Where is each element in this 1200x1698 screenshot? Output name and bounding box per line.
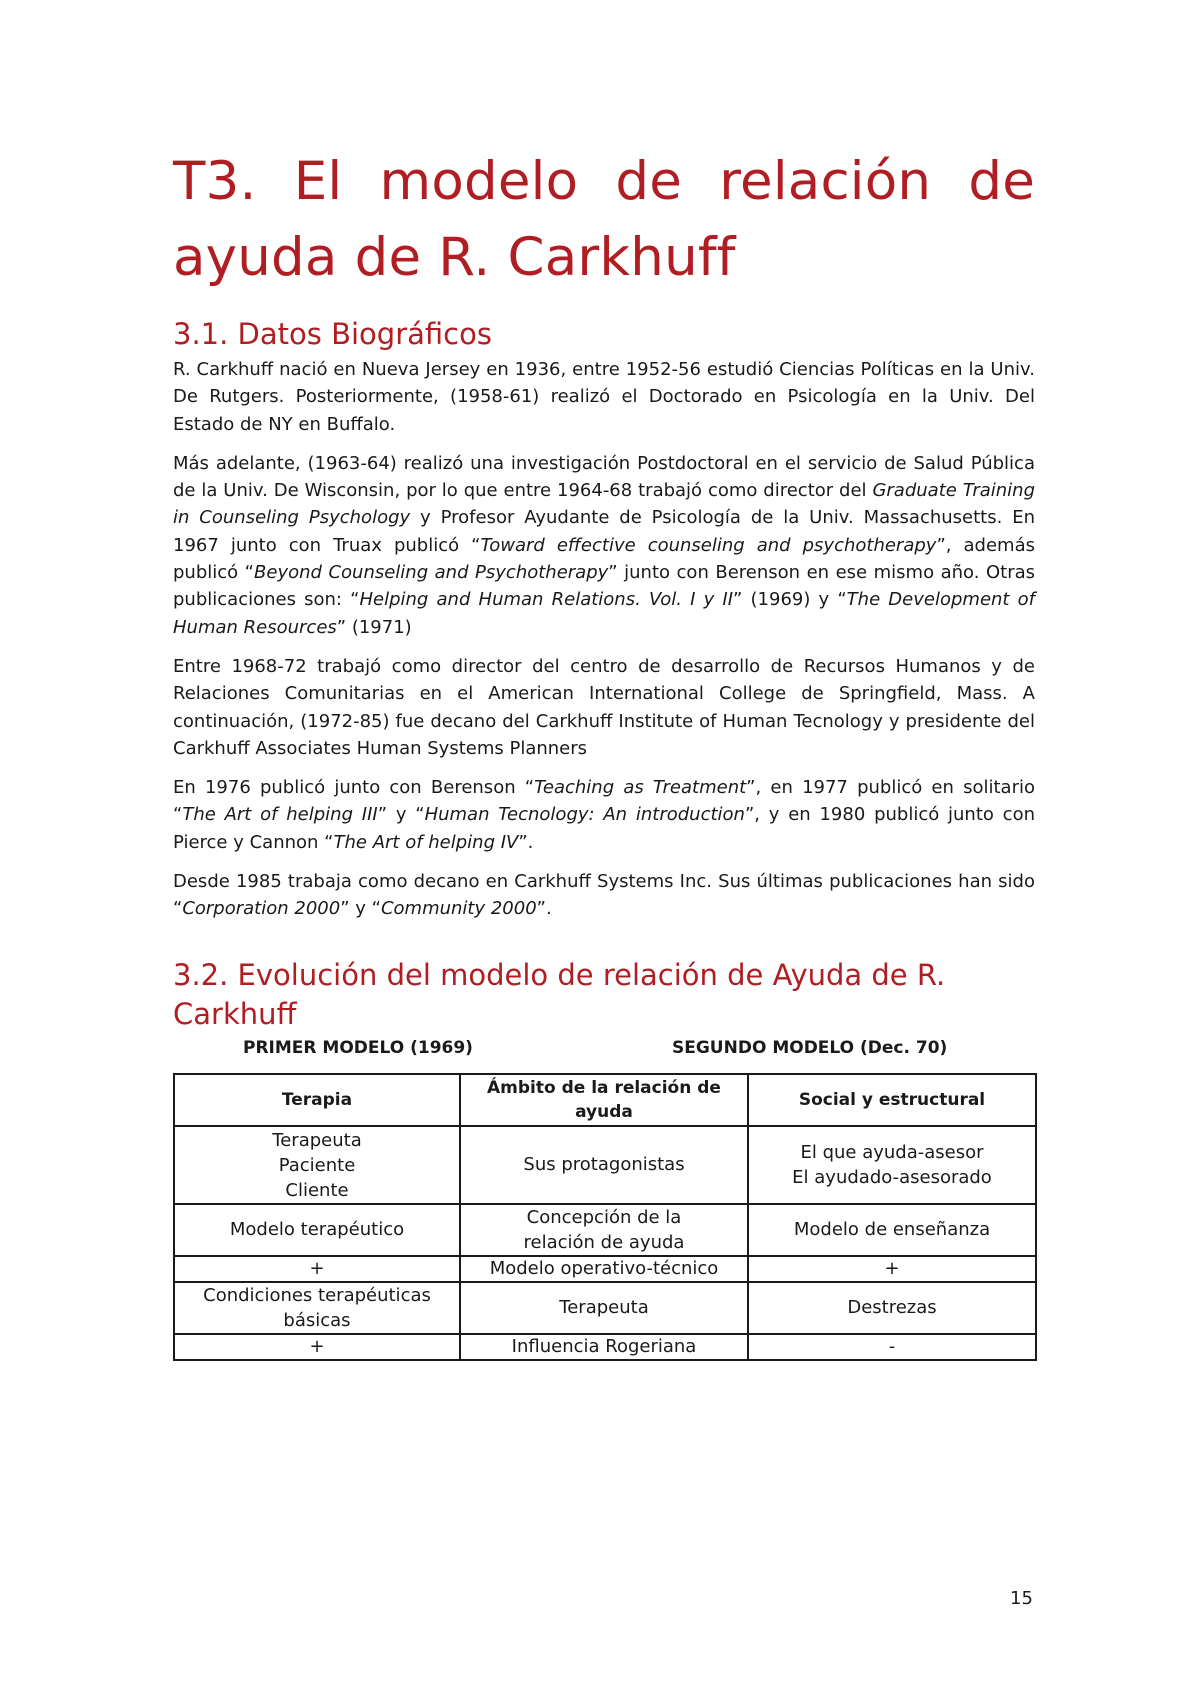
table-cell — [748, 1282, 1036, 1334]
cell-line: Sus protagonistas — [523, 1154, 685, 1175]
cell-line: Modelo terapéutico — [229, 1219, 405, 1240]
table-cell — [748, 1256, 1036, 1282]
paragraph-2: Más adelante, (1963-64) realizó una investigación Postdoctoral en el servicio de Salud Pública de la Univ. De Wisconsin, por lo que entre 1964-68 trabajó como director del Graduate Training in Counseling Psychology y Profesor Ayudante de Psicología de la Univ. Massachusetts. En 1967 junto con Truax publicó “Toward effective counseling and psychotherapy”, además publicó “Beyond Counseling and Psychotherapy” junto con Berenson en ese mismo año. Otras publicaciones son: “Helping and Human Relations. Vol. I y II” (1969) y “The Development of Human Resources” (1971) — [173, 452, 1036, 638]
cell-line: relación de ayuda — [523, 1232, 685, 1253]
table-cell — [174, 1126, 460, 1204]
cell-line: básicas — [283, 1310, 351, 1331]
primer-modelo-label: PRIMER MODELO (1969) — [243, 1038, 473, 1058]
table-row — [174, 1282, 1036, 1334]
cell-line: + — [309, 1258, 325, 1279]
cell-line: Terapeuta — [272, 1129, 362, 1151]
table-cell — [460, 1256, 748, 1282]
section-heading-evolucion: 3.2. Evolución del modelo de relación de Ayuda de R. Carkhuff — [173, 958, 946, 1031]
table-cell — [748, 1204, 1036, 1256]
cell-line: Influencia Rogeriana — [511, 1336, 697, 1357]
segundo-modelo-label: SEGUNDO MODELO (Dec. 70) — [672, 1038, 948, 1058]
section-heading-biografia: 3.1. Datos Biográficos — [173, 317, 492, 351]
paragraph-1: R. Carkhuff nació en Nueva Jersey en 1936, entre 1952-56 estudió Ciencias Políticas en la Univ. De Rutgers. Posteriormente, (1958-61) realizó el Doctorado en Psicología en la Univ. Del Estado de NY en Buffalo. — [173, 359, 1035, 435]
cell-line: Terapeuta — [559, 1297, 649, 1318]
title-line-1: T3. El modelo de relación de — [173, 151, 1035, 212]
page-number: 15 — [1010, 1588, 1033, 1609]
title-line-2: ayuda de R. Carkhuff — [173, 227, 736, 288]
paragraph-4: En 1976 publicó junto con Berenson “Teaching as Treatment”, en 1977 publicó en solitario “The Art of helping III” y “Human Tecnology: An introduction”, y en 1980 publicó junto con Pierce y Cannon “The Art of helping IV”. — [173, 777, 1036, 853]
table-header: Terapia — [174, 1074, 460, 1126]
paragraph-5: Desde 1985 trabaja como decano en Carkhuff Systems Inc. Sus últimas publicaciones han sido “Corporation 2000” y “Community 2000”. — [173, 871, 1035, 920]
model-comparison-table — [173, 1073, 1037, 1361]
table-header: Social y estructural — [748, 1074, 1036, 1126]
table-cell — [748, 1334, 1036, 1360]
cell-line: Modelo de enseñanza — [793, 1219, 991, 1240]
cell-line: Paciente — [278, 1154, 356, 1176]
table-cell — [174, 1282, 460, 1334]
cell-line: + — [884, 1258, 900, 1279]
cell-line: El ayudado-asesorado — [792, 1167, 992, 1188]
table-cell — [460, 1126, 748, 1204]
table-row — [174, 1204, 1036, 1256]
cell-line: + — [309, 1336, 325, 1357]
cell-line: - — [888, 1336, 896, 1357]
cell-line: Cliente — [285, 1179, 349, 1201]
table-row — [174, 1126, 1036, 1204]
page-title — [173, 144, 1035, 296]
table-row — [174, 1334, 1036, 1360]
cell-line: Destrezas — [847, 1297, 937, 1318]
paragraph-3: Entre 1968-72 trabajó como director del centro de desarrollo de Recursos Humanos y de Relaciones Comunitarias en el American International College de Springfield, Mass. A continuación, (1972-85) fue decano del Carkhuff Institute of Human Tecnology y presidente del Carkhuff Associates Human Systems Planners — [173, 655, 1035, 759]
table-cell — [174, 1256, 460, 1282]
cell-line: Condiciones terapéuticas — [203, 1285, 431, 1306]
table-header-row — [174, 1074, 1036, 1126]
table-cell — [460, 1334, 748, 1360]
section-body-biografia — [173, 356, 1035, 935]
cell-line: Modelo operativo-técnico — [489, 1258, 719, 1279]
cell-line: El que ayuda-asesor — [800, 1142, 984, 1163]
table-cell — [174, 1334, 460, 1360]
table-cell — [174, 1204, 460, 1256]
table-cell — [460, 1282, 748, 1334]
table-cell — [460, 1204, 748, 1256]
table-header: Ámbito de la relación de ayuda — [460, 1074, 748, 1126]
cell-line: Concepción de la — [526, 1207, 682, 1228]
table-row — [174, 1256, 1036, 1282]
table-cell — [748, 1126, 1036, 1204]
